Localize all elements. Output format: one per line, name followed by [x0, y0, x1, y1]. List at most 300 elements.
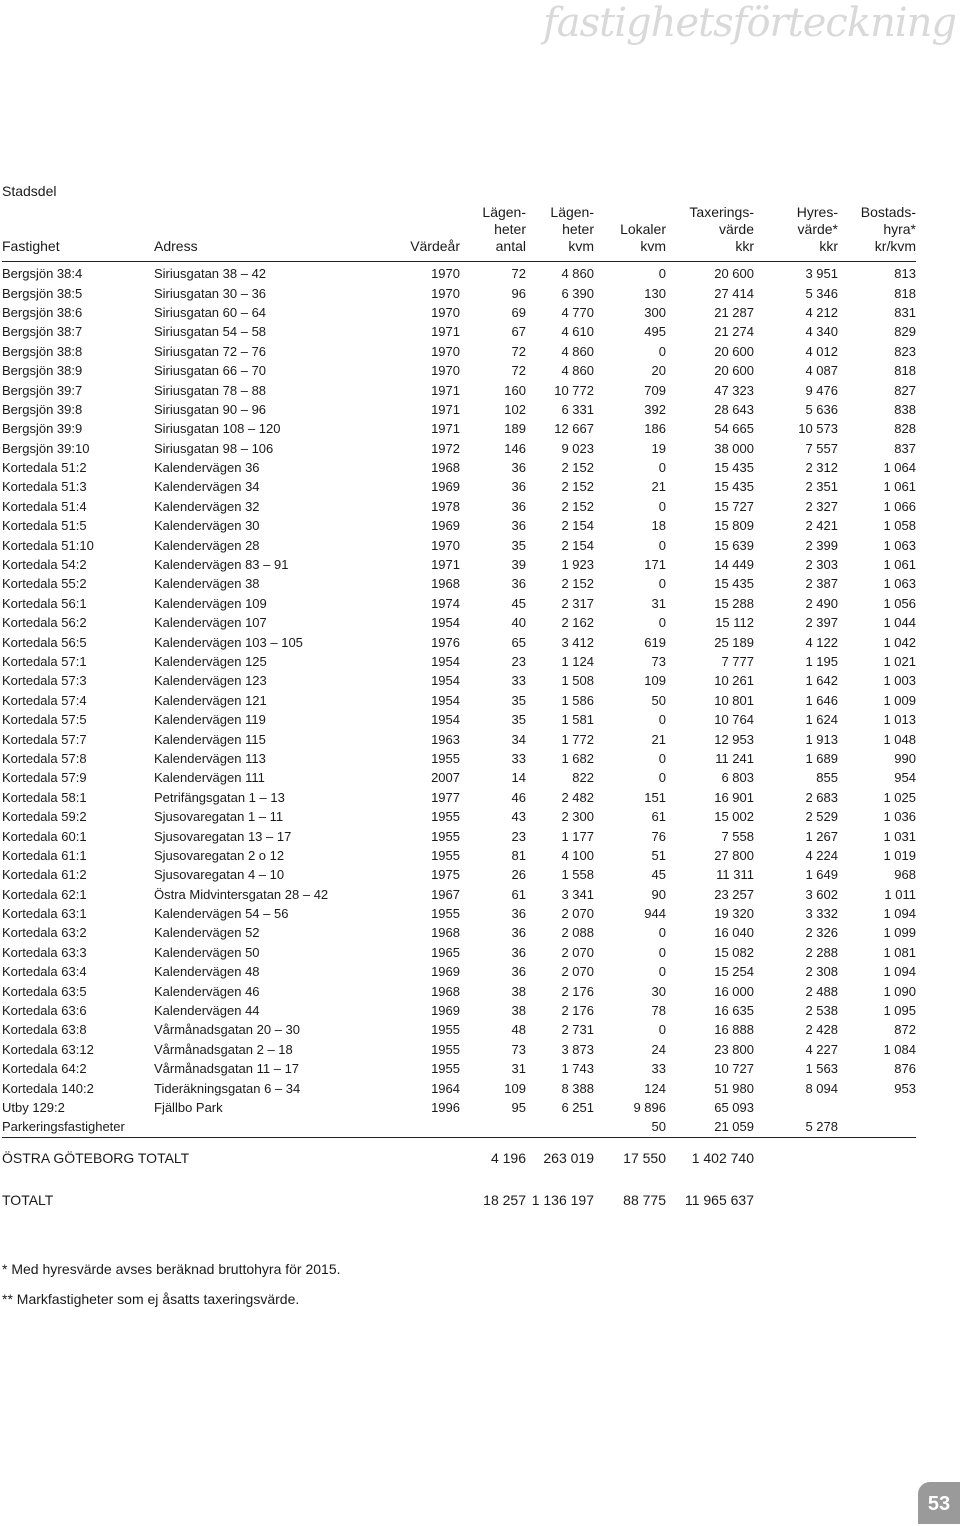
table-cell: 36 — [511, 944, 526, 960]
table-cell: 2 154 — [561, 537, 594, 553]
table-cell — [838, 1117, 916, 1137]
column-header-line: kkr — [819, 238, 838, 254]
table-cell: 1968 — [431, 983, 460, 999]
table-cell: 0 — [658, 460, 666, 476]
table-cell: 392 — [644, 401, 666, 417]
table-cell: 1955 — [431, 828, 460, 844]
table-cell: 43 — [511, 809, 526, 825]
table-cell: 2 070 — [561, 944, 594, 960]
column-header — [666, 204, 754, 262]
table-cell: 2 387 — [805, 576, 838, 592]
table-cell: Bergsjön 38:8 — [2, 343, 83, 359]
table-cell: Bergsjön 38:5 — [2, 285, 83, 301]
table-cell: 3 332 — [805, 906, 838, 922]
district-total-row — [2, 1137, 916, 1174]
table-row — [2, 943, 916, 962]
table-cell: 51 — [651, 847, 666, 863]
table-cell: 61 — [651, 809, 666, 825]
column-header-line: Bostads- — [860, 204, 916, 220]
table-cell: 15 435 — [714, 460, 754, 476]
table-cell: Vårmånadsgatan 11 – 17 — [154, 1061, 300, 1077]
table-cell: 2007 — [431, 770, 460, 786]
column-header-line: Hyres- — [796, 204, 838, 220]
table-cell: 0 — [658, 537, 666, 553]
table-cell: 1 642 — [805, 673, 838, 689]
table-cell: 15 112 — [715, 615, 754, 631]
table-cell: Kalendervägen 52 — [154, 925, 260, 941]
table-cell: 11 241 — [715, 750, 754, 766]
table-cell: 495 — [644, 324, 666, 340]
table-cell: 813 — [894, 266, 916, 282]
table-cell: 2 300 — [561, 809, 594, 825]
table-cell: 1955 — [431, 847, 460, 863]
table-cell: Kalendervägen 109 — [154, 595, 267, 611]
table-cell: Fjällbo Park — [154, 1099, 223, 1115]
total-label: ÖSTRA GÖTEBORG TOTALT — [2, 1150, 190, 1167]
table-cell: 45 — [651, 867, 666, 883]
table-row — [2, 439, 916, 458]
table-cell: 109 — [644, 673, 666, 689]
table-cell: Kortedala 58:1 — [2, 789, 87, 805]
total-cell: 4 196 — [490, 1150, 526, 1167]
table-cell: 146 — [504, 440, 526, 456]
table-cell: 1955 — [431, 1041, 460, 1057]
table-cell: 4 770 — [561, 304, 594, 320]
table-cell: 9 896 — [633, 1099, 666, 1115]
table-cell: Kortedala 140:2 — [2, 1080, 94, 1096]
table-cell: 2 327 — [805, 498, 838, 514]
table-cell: 1 084 — [883, 1041, 916, 1057]
table-cell: Utby 129:2 — [2, 1099, 65, 1115]
empty-cell — [754, 1137, 838, 1174]
table-cell: 619 — [644, 634, 666, 650]
table-cell: 39 — [511, 557, 526, 573]
table-cell: 1963 — [431, 731, 460, 747]
table-row — [2, 1020, 916, 1039]
table-cell: 0 — [658, 1022, 666, 1038]
table-row — [2, 846, 916, 865]
table-cell: 72 — [511, 343, 526, 359]
table-cell: 1 011 — [884, 886, 916, 902]
table-cell: 4 610 — [561, 324, 594, 340]
total-label: TOTALT — [2, 1192, 54, 1209]
table-cell: Kalendervägen 111 — [154, 770, 265, 786]
column-header — [2, 204, 154, 262]
table-row — [2, 400, 916, 419]
table-cell: Kortedala 51:10 — [2, 537, 94, 553]
table-cell: 818 — [894, 363, 916, 379]
table-cell: 3 951 — [805, 266, 838, 282]
table-row — [2, 1001, 916, 1020]
column-header-line: Lägen- — [482, 204, 526, 220]
table-row — [2, 691, 916, 710]
table-cell: 822 — [572, 770, 594, 786]
table-cell: 50 — [651, 692, 666, 708]
table-cell: 1969 — [431, 964, 460, 980]
table-cell — [154, 1117, 384, 1137]
table-cell: 9 476 — [805, 382, 838, 398]
table-cell: Kortedala 57:8 — [2, 750, 87, 766]
empty-cell — [754, 1186, 838, 1216]
column-header-line: Lokaler — [620, 221, 666, 237]
table-cell: 2 088 — [561, 925, 594, 941]
column-header-line: Adress — [154, 238, 198, 254]
table-cell: 1 036 — [883, 809, 916, 825]
table-cell: Siriusgatan 60 – 64 — [154, 304, 267, 320]
table-cell: 827 — [894, 382, 916, 398]
table-cell: 102 — [504, 401, 526, 417]
table-cell: 1 682 — [561, 750, 594, 766]
table-cell — [838, 1098, 916, 1117]
table-cell: 1969 — [431, 1003, 460, 1019]
table-cell: Siriusgatan 108 – 120 — [154, 421, 281, 437]
table-cell: 10 261 — [714, 673, 754, 689]
table-cell: Kortedala 56:2 — [2, 615, 87, 631]
table-cell: Kalendervägen 54 – 56 — [154, 906, 289, 922]
table-cell: 15 809 — [714, 518, 754, 534]
table-cell: 2 351 — [805, 479, 838, 495]
table-cell: 2 152 — [561, 576, 594, 592]
table-cell: 1 099 — [883, 925, 916, 941]
table-cell: 1 058 — [883, 518, 916, 534]
table-cell: 15 727 — [714, 498, 754, 514]
table-cell: Kortedala 57:3 — [2, 673, 87, 689]
table-cell: 1955 — [431, 809, 460, 825]
table-cell: 109 — [504, 1080, 526, 1096]
table-cell: 2 490 — [805, 595, 838, 611]
table-cell: 8 388 — [561, 1080, 594, 1096]
column-header-line: kvm — [568, 238, 594, 254]
table-cell: 1 177 — [561, 828, 594, 844]
table-cell: 1975 — [431, 867, 460, 883]
table-cell: 72 — [511, 363, 526, 379]
table-row — [2, 710, 916, 729]
table-cell: 1 063 — [883, 537, 916, 553]
table-cell: 0 — [658, 770, 666, 786]
table-cell: 2 399 — [805, 537, 838, 553]
table-cell: 3 602 — [805, 886, 838, 902]
table-cell: 2 317 — [561, 595, 594, 611]
table-cell: 1955 — [431, 906, 460, 922]
table-cell: Kortedala 56:5 — [2, 634, 87, 650]
table-cell: Kortedala 63:12 — [2, 1041, 94, 1057]
table-cell: Sjusovaregatan 1 – 11 — [154, 809, 284, 825]
column-header-line: Fastighet — [2, 238, 60, 254]
table-row — [2, 671, 916, 690]
table-cell: 1 563 — [805, 1061, 838, 1077]
column-header-line: Värdeår — [410, 238, 460, 254]
table-cell: 14 449 — [714, 557, 754, 573]
table-cell: Vårmånadsgatan 2 – 18 — [154, 1041, 293, 1057]
table-cell: 3 341 — [561, 886, 594, 902]
table-cell: Östra Midvintersgatan 28 – 42 — [154, 886, 329, 902]
table-cell: 16 901 — [714, 789, 754, 805]
table-cell: 1954 — [431, 673, 460, 689]
table-cell: Kalendervägen 36 — [154, 460, 260, 476]
grand-total-row — [2, 1186, 916, 1216]
table-cell: 171 — [644, 557, 666, 573]
table-cell: Kortedala 56:1 — [2, 595, 87, 611]
table-cell: 4 212 — [805, 304, 838, 320]
table-cell: 1971 — [431, 401, 460, 417]
table-cell: 1 649 — [805, 867, 838, 883]
table-row — [2, 361, 916, 380]
brand-title: fastighetsförteckning — [542, 0, 956, 46]
table-cell: 1 048 — [883, 731, 916, 747]
table-cell: Kalendervägen 34 — [154, 479, 260, 495]
table-cell: Kortedala 63:8 — [2, 1022, 87, 1038]
column-header — [154, 204, 384, 262]
table-cell: 1 094 — [883, 964, 916, 980]
table-cell: 124 — [644, 1080, 666, 1096]
table-cell: 67 — [511, 324, 526, 340]
table-cell: 1 558 — [561, 867, 594, 883]
table-cell: Kortedala 60:1 — [2, 828, 87, 844]
table-cell: 1965 — [431, 944, 460, 960]
table-cell: 0 — [658, 964, 666, 980]
table-cell: Kortedala 51:4 — [2, 498, 87, 514]
table-cell: Kortedala 63:1 — [2, 906, 87, 922]
table-cell: 2 326 — [805, 925, 838, 941]
table-cell: 1 646 — [805, 692, 838, 708]
table-cell: Kalendervägen 30 — [154, 518, 260, 534]
table-cell: 1964 — [431, 1080, 460, 1096]
table-cell: 4 100 — [561, 847, 594, 863]
table-cell: 1977 — [431, 789, 460, 805]
table-cell: 2 152 — [561, 498, 594, 514]
table-cell: 968 — [894, 867, 916, 883]
table-cell: 818 — [894, 285, 916, 301]
table-cell: 4 340 — [805, 324, 838, 340]
table-row — [2, 729, 916, 748]
table-cell: Tideräkningsgatan 6 – 34 — [154, 1080, 301, 1096]
table-row — [2, 1059, 916, 1078]
table-cell: Sjusovaregatan 4 – 10 — [154, 867, 285, 883]
column-header-line — [384, 221, 460, 238]
table-cell: 9 023 — [561, 440, 594, 456]
table-cell: Kalendervägen 123 — [154, 673, 267, 689]
table-cell: 33 — [651, 1061, 666, 1077]
column-header-line — [154, 221, 384, 238]
table-cell: 10 573 — [798, 421, 838, 437]
table-cell: 78 — [651, 1003, 666, 1019]
table-cell: 38 — [511, 1003, 526, 1019]
table-cell: 1 042 — [883, 634, 916, 650]
table-cell: 31 — [651, 595, 666, 611]
table-cell: Vårmånadsgatan 20 – 30 — [154, 1022, 300, 1038]
table-cell: 21 — [651, 479, 666, 495]
table-cell: 12 667 — [554, 421, 594, 437]
table-cell: 15 435 — [714, 479, 754, 495]
table-row — [2, 380, 916, 399]
table-cell: 21 287 — [714, 304, 754, 320]
table-cell: 15 082 — [714, 944, 754, 960]
table-cell: 0 — [658, 498, 666, 514]
table-cell: 23 — [511, 828, 526, 844]
empty-cell — [838, 1137, 916, 1174]
table-cell: Kortedala 63:6 — [2, 1003, 87, 1019]
table-header — [2, 204, 916, 262]
table-cell: 10 727 — [714, 1061, 754, 1077]
table-cell: Kortedala 57:1 — [2, 654, 87, 669]
table-cell: 2 538 — [805, 1003, 838, 1019]
column-header-line — [2, 204, 154, 221]
empty-cell — [838, 1186, 916, 1216]
table-cell: 4 860 — [561, 363, 594, 379]
table-cell: 1968 — [431, 576, 460, 592]
table-cell: Siriusgatan 38 – 42 — [154, 266, 267, 282]
table-cell: 34 — [511, 731, 526, 747]
table-cell: 5 278 — [754, 1117, 838, 1137]
table-cell: 19 320 — [714, 906, 754, 922]
table-row — [2, 303, 916, 322]
table-cell: 1967 — [431, 886, 460, 902]
table-cell: 130 — [644, 285, 666, 301]
table-cell: 2 683 — [805, 789, 838, 805]
table-cell: 1954 — [431, 654, 460, 669]
spacer-row — [2, 1174, 916, 1186]
table-cell: 51 980 — [714, 1080, 754, 1096]
table-cell: 35 — [511, 537, 526, 553]
table-cell: 1 003 — [883, 673, 916, 689]
table-cell: Siriusgatan 78 – 88 — [154, 382, 267, 398]
table-cell: 6 390 — [561, 285, 594, 301]
table-cell: Kalendervägen 103 – 105 — [154, 634, 303, 650]
table-row — [2, 262, 916, 284]
table-row — [2, 516, 916, 535]
table-cell: Siriusgatan 54 – 58 — [154, 324, 267, 340]
table-cell: 2 176 — [561, 1003, 594, 1019]
table-cell: 72 — [511, 266, 526, 282]
total-cell: 1 402 740 — [691, 1150, 754, 1167]
table-cell: 4 087 — [805, 363, 838, 379]
table-cell: 1 013 — [883, 712, 916, 728]
table-cell: 1 094 — [883, 906, 916, 922]
table-cell: 1970 — [431, 363, 460, 379]
table-cell: 38 — [511, 983, 526, 999]
table-cell: 36 — [511, 964, 526, 980]
table-cell: 3 873 — [561, 1041, 594, 1057]
table-cell: 2 731 — [561, 1022, 594, 1038]
table-cell: Bergsjön 39:8 — [2, 401, 83, 417]
table-cell: 21 — [651, 731, 666, 747]
table-cell: 1970 — [431, 537, 460, 553]
table-cell: 15 002 — [714, 809, 754, 825]
table-cell: 1971 — [431, 557, 460, 573]
table-cell: 1 743 — [561, 1061, 594, 1077]
table-cell: 1 061 — [883, 479, 916, 495]
table-cell: 1 090 — [883, 983, 916, 999]
table-row — [2, 1040, 916, 1059]
table-cell: 1 031 — [883, 828, 916, 844]
table-row — [2, 535, 916, 554]
table-cell: Kortedala 59:2 — [2, 809, 87, 825]
table-cell: 27 414 — [714, 285, 754, 301]
table-cell: 61 — [511, 886, 526, 902]
table-cell: 1 056 — [883, 595, 916, 611]
table-cell: Kortedala 55:2 — [2, 576, 87, 592]
table-cell: 4 122 — [805, 634, 838, 650]
table-cell: 5 636 — [805, 401, 838, 417]
table-cell: 35 — [511, 712, 526, 728]
table-cell: 0 — [658, 615, 666, 631]
table-cell: 16 000 — [714, 983, 754, 999]
table-cell: 1971 — [431, 421, 460, 437]
table-cell: 0 — [658, 266, 666, 282]
table-cell: 36 — [511, 460, 526, 476]
table-cell: 1970 — [431, 343, 460, 359]
table-cell: 189 — [504, 421, 526, 437]
table-cell: 1 124 — [561, 654, 594, 669]
table-cell: 4 860 — [561, 266, 594, 282]
table-cell: Kortedala 57:4 — [2, 692, 87, 708]
column-header — [838, 204, 916, 262]
table-cell: 2 162 — [561, 615, 594, 631]
table-cell: Kalendervägen 48 — [154, 964, 260, 980]
table-row — [2, 555, 916, 574]
table-cell: 16 635 — [714, 1003, 754, 1019]
table-row — [2, 632, 916, 651]
table-cell: 38 000 — [714, 440, 754, 456]
table-cell: 1954 — [431, 692, 460, 708]
column-header — [460, 204, 526, 262]
table-cell — [460, 1117, 526, 1137]
table-cell: 20 600 — [714, 266, 754, 282]
table-row — [2, 283, 916, 302]
column-header-line — [154, 204, 384, 221]
table-cell: 2 154 — [561, 518, 594, 534]
table-cell: 36 — [511, 518, 526, 534]
table-cell: 20 — [651, 363, 666, 379]
column-header — [754, 204, 838, 262]
table-cell: 855 — [816, 770, 838, 786]
table-cell: 21 059 — [666, 1117, 754, 1137]
table-cell: 76 — [651, 828, 666, 844]
table-cell: 11 311 — [716, 867, 754, 883]
table-cell: Kalendervägen 38 — [154, 576, 260, 592]
table-row — [2, 652, 916, 671]
table-cell: 1978 — [431, 498, 460, 514]
footnotes — [2, 1254, 341, 1314]
column-header — [594, 204, 666, 262]
table-cell: Bergsjön 39:7 — [2, 382, 83, 398]
table-row — [2, 594, 916, 613]
column-header-line — [384, 204, 460, 221]
table-cell: 2 070 — [561, 906, 594, 922]
table-cell: 1 019 — [883, 847, 916, 863]
table-cell: 1 586 — [561, 692, 594, 708]
table-cell: 1996 — [431, 1099, 460, 1115]
table-cell: Kalendervägen 83 – 91 — [154, 557, 289, 573]
table-cell: 1 913 — [805, 731, 838, 747]
table-cell: 1971 — [431, 382, 460, 398]
table-cell: 36 — [511, 576, 526, 592]
total-cell: 18 257 — [483, 1192, 526, 1209]
table-cell: 15 639 — [714, 537, 754, 553]
table-cell: 1 267 — [805, 828, 838, 844]
total-cell: 263 019 — [543, 1150, 594, 1167]
column-header-line: kvm — [640, 238, 666, 254]
table-row — [2, 497, 916, 516]
table-row — [2, 865, 916, 884]
table-cell: Kalendervägen 107 — [154, 615, 267, 631]
table-cell: 12 953 — [714, 731, 754, 747]
table-cell: 1 095 — [883, 1003, 916, 1019]
table-cell: 6 331 — [561, 401, 594, 417]
table-cell: 1 009 — [883, 692, 916, 708]
table-cell: 21 274 — [714, 324, 754, 340]
table-cell: Petrifängsgatan 1 – 13 — [154, 789, 285, 805]
